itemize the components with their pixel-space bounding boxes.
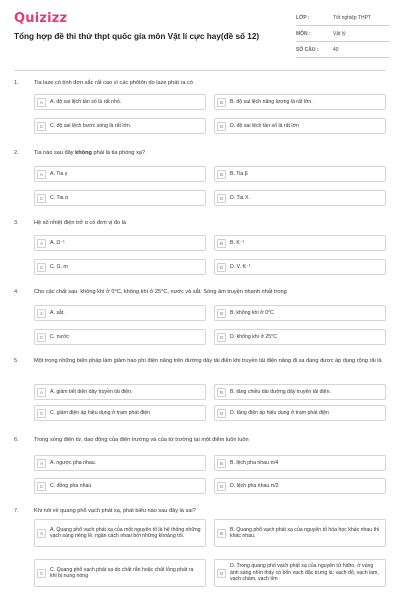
option-text: B. K⁻¹ [230, 239, 245, 246]
question-text: Khi nói về quang phổ vạch phát xạ, phát biểu nào sau đây là sai? [34, 508, 196, 514]
option-letter: D [217, 569, 226, 578]
option-text: D. V. K⁻¹ [230, 263, 251, 270]
question-text: Cho các chất sau: không khí ở 0°C, không khí ở 25°C, nước và sắt. Sóng âm truyền nhanh nhất trong [34, 289, 287, 295]
option-b[interactable] [214, 166, 386, 182]
option-a[interactable] [34, 166, 206, 182]
quizizz-logo: Quizizz [14, 11, 68, 26]
option-letter: B [217, 239, 226, 248]
option-letter: B [217, 529, 226, 538]
option-letter: D [217, 409, 226, 418]
option-text: A. Ω⁻¹ [50, 239, 65, 246]
option-letter: A [37, 170, 46, 179]
question-number: 1. [14, 80, 19, 86]
option-text: C. Tia α [50, 194, 68, 201]
option-text: B. lệch pha nhau π/4 [230, 459, 279, 466]
question-7 [14, 508, 386, 598]
question-number: 2. [14, 150, 19, 156]
question-text-end: phải là tia phóng xạ? [91, 150, 146, 156]
meta-value: Tốt nghiệp THPT [333, 14, 371, 21]
option-a[interactable] [34, 384, 206, 400]
option-text: A. Tia γ [50, 170, 68, 177]
option-b[interactable] [214, 455, 386, 471]
option-text: A. ngược pha nhau. [50, 459, 97, 466]
option-text: D. tăng điện áp hiệu dụng ở trạm phát điện [230, 409, 329, 416]
option-text: B. độ sai lệch năng lượng là rất lớn. [230, 98, 313, 105]
question-text-emphasis: không [75, 150, 92, 156]
question-text: Trong sóng điện từ, dao động của điện trường và của từ trường tại một điểm luôn luôn [34, 437, 249, 443]
option-b[interactable] [214, 519, 386, 547]
option-b[interactable] [214, 94, 386, 110]
option-letter: C [37, 194, 46, 203]
meta-row-subject [296, 26, 390, 42]
header-divider [14, 70, 386, 71]
option-d[interactable] [214, 559, 386, 587]
meta-row-count [296, 42, 390, 58]
question-number: 7. [14, 508, 19, 514]
option-c[interactable] [34, 190, 206, 206]
option-b[interactable] [214, 305, 386, 321]
question-4 [14, 289, 386, 349]
option-letter: C [37, 122, 46, 131]
option-b[interactable] [214, 235, 386, 251]
option-text: D. lệch pha nhau π/2 [230, 482, 279, 489]
meta-value: Vật lý [333, 30, 346, 37]
option-letter: A [37, 309, 46, 318]
meta-key: SỐ CÂU : [296, 46, 319, 53]
question-text: Một trong những biện pháp làm giảm hao phí điện năng trên đường dây tải điện khi truyền tải điện năng đi xa đang được áp dụng rộng rãi là [34, 358, 382, 364]
option-text: A. Quang phổ vạch phát xạ của một nguyên tố là hệ thống những vạch sáng riêng lẻ, ngăn cách nhau bởi những khoảng tối. [50, 526, 201, 539]
question-5 [14, 358, 386, 426]
question-text: Hệ số nhiệt điện trở α có đơn vị đo là [34, 220, 127, 226]
meta-value: 40 [333, 46, 339, 53]
question-6 [14, 437, 386, 497]
option-a[interactable] [34, 235, 206, 251]
option-letter: C [37, 569, 46, 578]
option-c[interactable] [34, 118, 206, 134]
option-text: A. sắt. [50, 309, 65, 316]
option-letter: B [217, 170, 226, 179]
option-letter: D [217, 482, 226, 491]
option-text: B. Quang phổ vạch phát xạ của nguyên tố hóa học khác nhau thì khác nhau. [230, 526, 380, 539]
worksheet-title: Tổng hợp đề thi thử thpt quốc gia môn Vật lí cực hay(đề số 12) [14, 32, 260, 41]
option-text: C. Ω. m [50, 263, 68, 270]
option-text: A. giảm tiết diện dây truyền tải điện. [50, 388, 133, 395]
option-c[interactable] [34, 259, 206, 275]
option-letter: A [37, 388, 46, 397]
option-a[interactable] [34, 305, 206, 321]
option-a[interactable] [34, 94, 206, 110]
option-c[interactable] [34, 478, 206, 494]
question-number: 4. [14, 289, 19, 295]
option-text: B. không khí ở 0°C [230, 309, 274, 316]
option-text: D. Trong quang phổ vạch phát xạ của nguyên tử hiđro, ở vùng ánh sáng nhìn thấy có bốn vạch đặc trưng là: vạch đỏ, vạch lam, vạch chàm, vạch tím [230, 563, 379, 583]
option-c[interactable] [34, 559, 206, 587]
option-letter: A [37, 459, 46, 468]
option-letter: D [217, 194, 226, 203]
option-b[interactable] [214, 384, 386, 400]
option-text: C. Quang phổ vạch phát xạ do chất rắn hoặc chất lỏng phát ra khi bị nung nóng [50, 566, 194, 579]
option-letter: C [37, 482, 46, 491]
option-letter: B [217, 98, 226, 107]
question-number: 5. [14, 358, 19, 364]
option-text: D. Tia X. [230, 194, 250, 201]
worksheet-header [0, 0, 400, 68]
option-letter: D [217, 122, 226, 131]
meta-row-class [296, 10, 390, 26]
question-number: 3. [14, 220, 19, 226]
option-d[interactable] [214, 329, 386, 345]
question-text [34, 150, 386, 157]
option-text: C. nước [50, 333, 69, 340]
option-letter: A [37, 98, 46, 107]
option-c[interactable] [34, 405, 206, 421]
option-letter: C [37, 333, 46, 342]
option-letter: C [37, 263, 46, 272]
option-letter: B [217, 459, 226, 468]
option-text: B. Tia β [230, 170, 248, 177]
option-letter: A [37, 529, 46, 538]
meta-key: MÔN : [296, 30, 311, 37]
option-letter: B [217, 388, 226, 397]
option-text: D. độ sai lệch tần số là rất lớn [230, 122, 299, 129]
option-a[interactable] [34, 519, 206, 547]
question-3 [14, 220, 386, 280]
option-d[interactable] [214, 478, 386, 494]
option-d[interactable] [214, 190, 386, 206]
question-1 [14, 80, 386, 140]
option-text: A. độ sai lệch tần số là rất nhỏ. [50, 98, 122, 105]
question-text: Tia laze có tính đơn sắc rất cao vì các phôtôn do laze phát ra có [34, 80, 193, 86]
option-c[interactable] [34, 329, 206, 345]
option-text: C. đồng pha nhau [50, 482, 92, 489]
option-letter: B [217, 309, 226, 318]
option-a[interactable] [34, 455, 206, 471]
option-d[interactable] [214, 259, 386, 275]
option-letter: A [37, 239, 46, 248]
option-text: C. giảm điện áp hiệu dụng ở trạm phát điện [50, 409, 151, 416]
option-letter: D [217, 263, 226, 272]
option-letter: D [217, 333, 226, 342]
option-text: D. không khí ở 25°C [230, 333, 277, 340]
option-letter: C [37, 409, 46, 418]
question-text-start: Tia nào sau đây [34, 150, 76, 156]
question-2 [14, 150, 386, 210]
worksheet-meta [296, 10, 390, 58]
option-text: B. tăng chiều dài đường dây truyền tải điện. [230, 388, 331, 395]
option-d[interactable] [214, 118, 386, 134]
meta-key: LỚP : [296, 14, 310, 21]
question-number: 6. [14, 437, 19, 443]
option-d[interactable] [214, 405, 386, 421]
option-text: C. độ sai lệch bước sóng là rất lớn. [50, 122, 132, 129]
